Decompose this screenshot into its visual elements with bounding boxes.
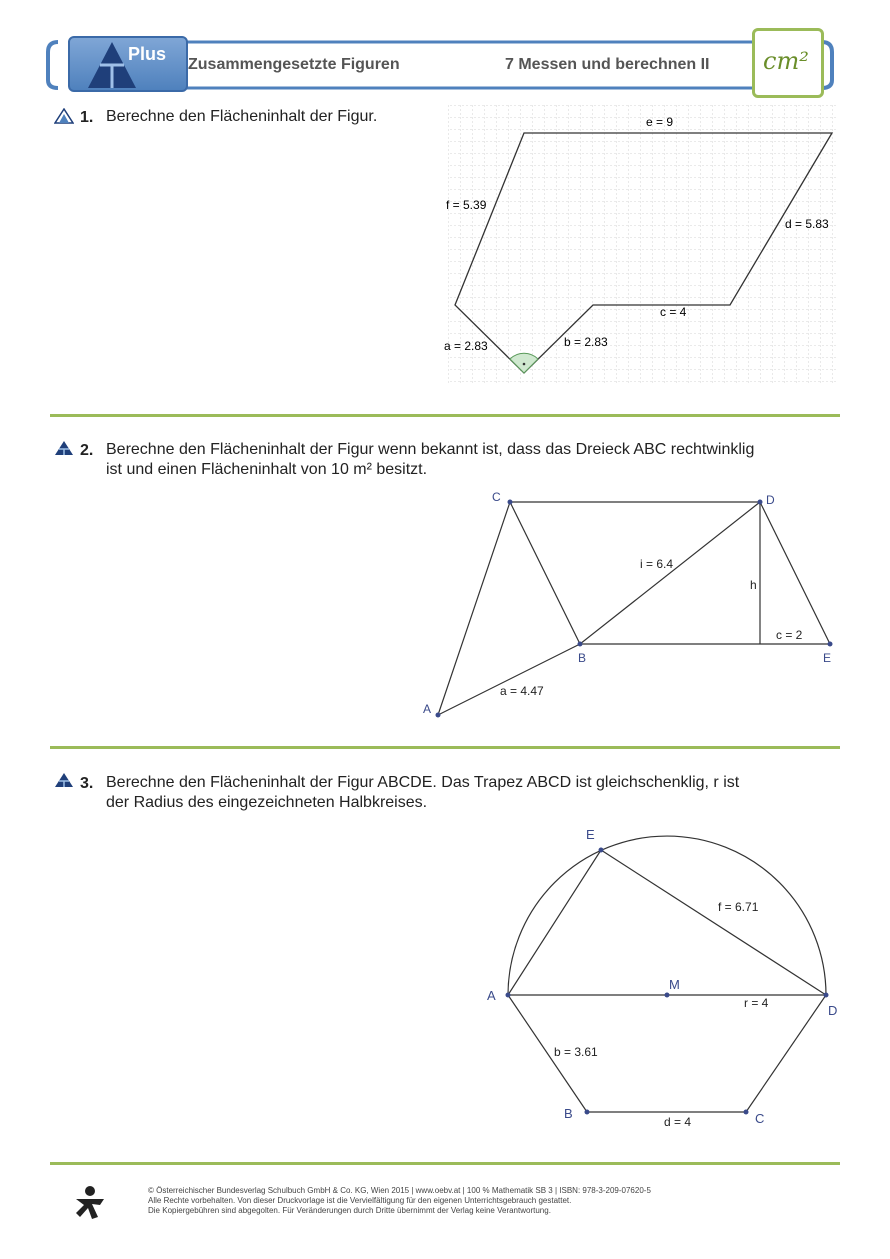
label-D3: D — [828, 1003, 838, 1018]
label-a2: a = 4.47 — [500, 684, 544, 698]
point-E — [828, 642, 833, 647]
task2-text-line2: ist und einen Flächeninhalt von 10 m² besitzt. — [106, 461, 428, 478]
label-b: b = 2.83 — [564, 335, 608, 349]
task3-number: 3. — [80, 775, 94, 792]
label-A: A — [423, 702, 432, 716]
label-i: i = 6.4 — [640, 557, 674, 571]
task2-text-line1: Berechne den Flächeninhalt der Figur wenn bekannt ist, dass das Dreieck ABC rechtwinklig — [106, 441, 755, 458]
label-M3: M — [669, 977, 680, 992]
grid-background — [448, 105, 838, 383]
label-d: d = 5.83 — [785, 217, 829, 231]
label-h: h — [750, 578, 757, 592]
divider-3 — [50, 1162, 840, 1165]
label-A3: A — [487, 988, 496, 1003]
task2-icon — [54, 440, 74, 456]
task2-number: 2. — [80, 442, 94, 459]
task1-figure — [440, 100, 840, 390]
task3-text-line2: der Radius des eingezeichneten Halbkreises. — [106, 794, 428, 811]
label-r3: r = 4 — [744, 996, 769, 1010]
label-B3: B — [564, 1106, 573, 1121]
page-title: Zusammengesetzte Figuren — [188, 56, 400, 73]
chapter-title: 7 Messen und berechnen II — [505, 56, 710, 73]
publisher-logo-icon — [70, 1183, 110, 1223]
point-B3 — [585, 1110, 590, 1115]
task1-number: 1. — [80, 109, 94, 126]
label-a: a = 2.83 — [444, 339, 488, 353]
footer-fees: Die Kopiergebühren sind abgegolten. Für Veränderungen durch Dritte übernimmt der Verlag keine Verantwortung. — [148, 1206, 551, 1215]
label-f: f = 5.39 — [446, 198, 487, 212]
footer-copyright: © Österreichischer Bundesverlag Schulbuch GmbH & Co. KG, Wien 2015 | www.oebv.at | 100 % Mathematik SB 3 | ISBN: 978-3-209-07620-5 — [148, 1186, 651, 1195]
task2-figure — [410, 480, 840, 730]
label-D: D — [766, 493, 775, 507]
label-b3: b = 3.61 — [554, 1045, 598, 1059]
task3-figure — [480, 820, 850, 1140]
plus-badge-label: Plus — [128, 44, 167, 64]
point-E3 — [599, 848, 604, 853]
footer-rights: Alle Rechte vorbehalten. Von dieser Druckvorlage ist die Vervielfältigung für den eigenen Unterrichtsgebrauch gestattet. — [148, 1196, 572, 1205]
point-M3 — [665, 993, 670, 998]
semicircle — [508, 836, 826, 995]
label-C: C — [492, 490, 501, 504]
task1-icon — [54, 108, 74, 124]
label-d3: d = 4 — [664, 1115, 692, 1129]
label-c2: c = 2 — [776, 628, 803, 642]
point-A3 — [506, 993, 511, 998]
point-C3 — [744, 1110, 749, 1115]
point-D — [758, 500, 763, 505]
label-f3: f = 6.71 — [718, 900, 759, 914]
task3-icon — [54, 772, 74, 788]
label-C3: C — [755, 1111, 765, 1126]
divider-1 — [50, 414, 840, 417]
task1-text: Berechne den Flächeninhalt der Figur. — [106, 108, 378, 125]
task3-text-line1: Berechne den Flächeninhalt der Figur ABCDE. Das Trapez ABCD ist gleichschenklig, r ist — [106, 774, 740, 791]
point-C — [508, 500, 513, 505]
unit-logo-text: cm² — [763, 47, 809, 75]
divider-2 — [50, 746, 840, 749]
label-E3: E — [586, 827, 595, 842]
point-D3 — [824, 993, 829, 998]
label-B: B — [578, 651, 587, 665]
unit-logo — [752, 28, 824, 98]
label-c: c = 4 — [660, 305, 687, 319]
label-E: E — [823, 651, 832, 665]
point-B — [578, 642, 583, 647]
plus-badge — [68, 36, 188, 92]
point-A — [436, 713, 441, 718]
label-e: e = 9 — [646, 115, 674, 129]
